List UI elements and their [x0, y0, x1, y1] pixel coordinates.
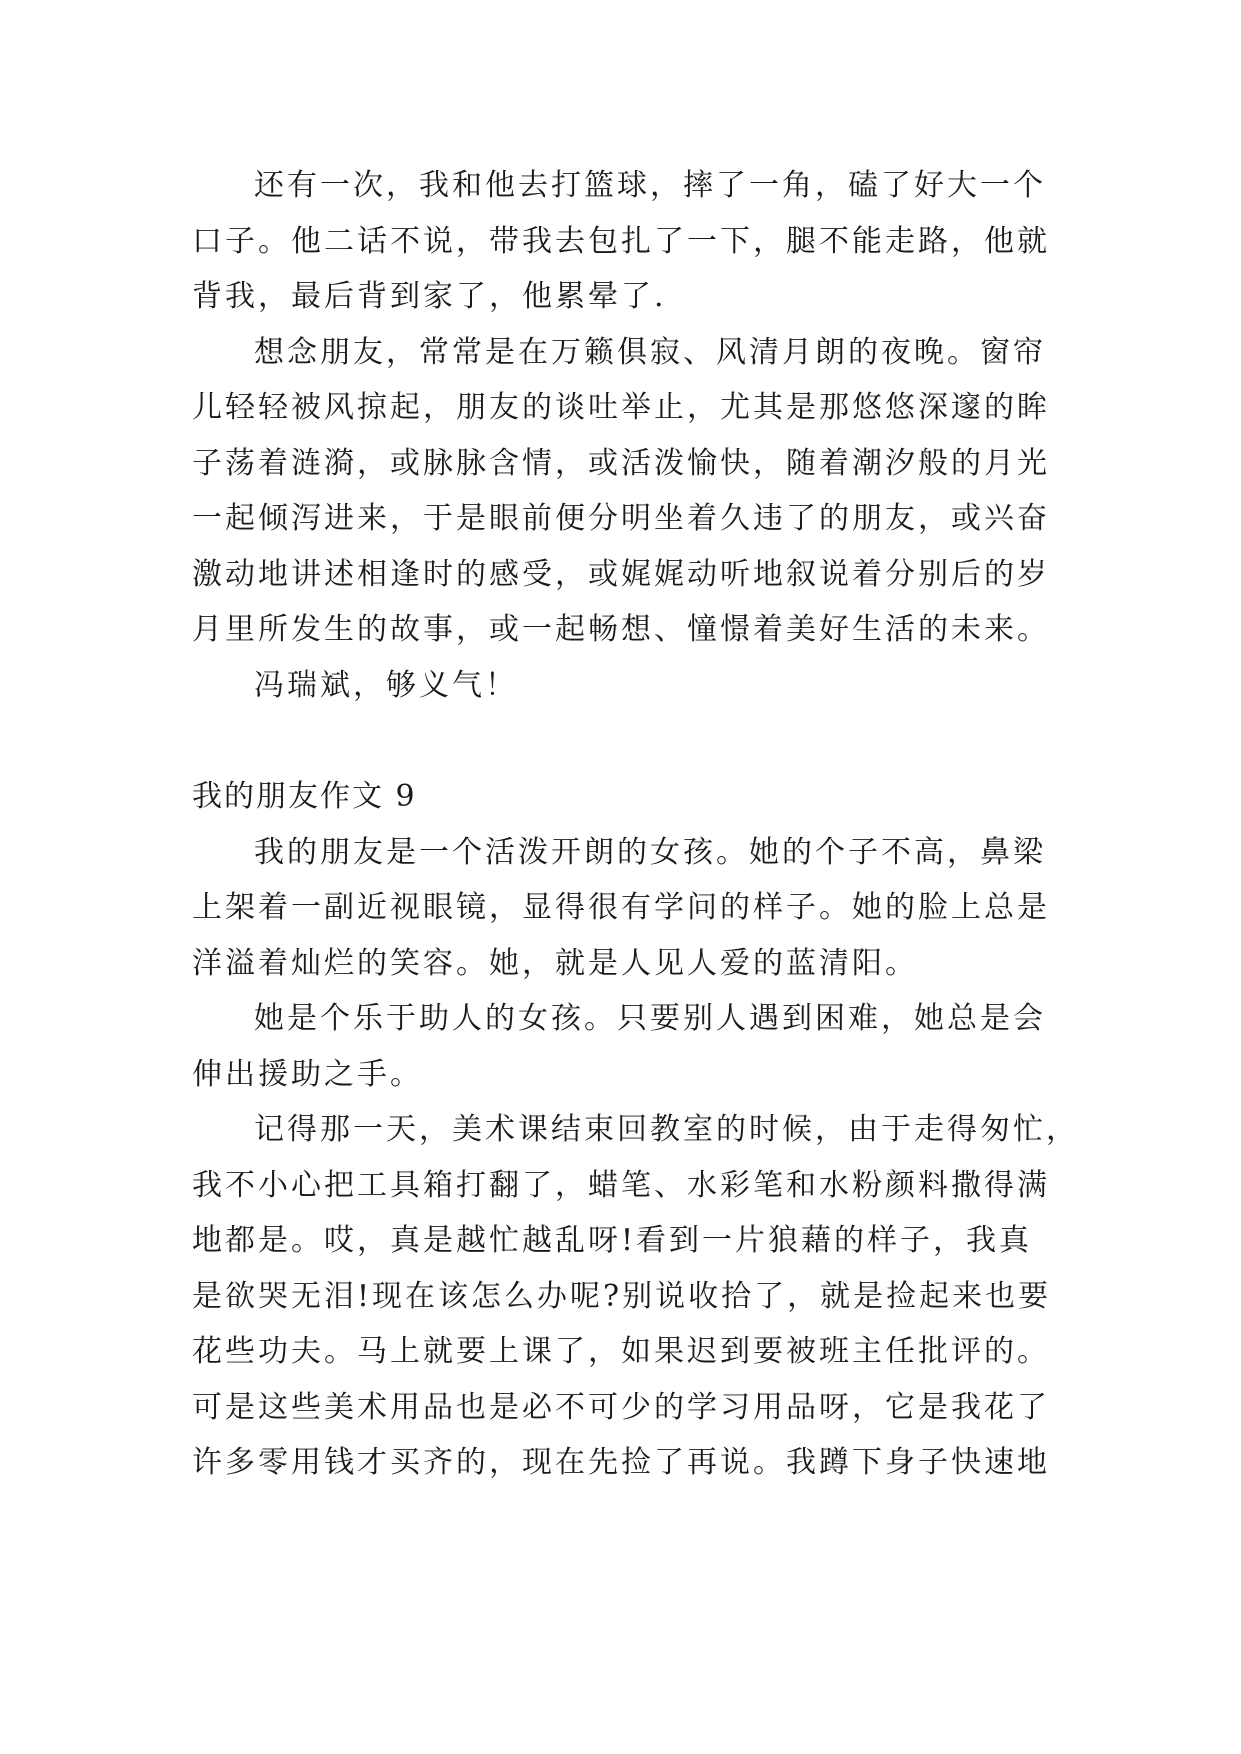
text-line: 许多零用钱才买齐的，现在先捡了再说。我蹲下身子快速地 [192, 1445, 1050, 1480]
text-line: 上架着一副近视眼镜，显得很有学问的样子。她的脸上总是 [192, 890, 1050, 925]
text-line: 可是这些美术用品也是必不可少的学习用品呀，它是我花了 [192, 1390, 1050, 1425]
text-line: 子荡着涟漪，或脉脉含情，或活泼愉快，随着潮汐般的月光 [192, 446, 1050, 481]
text-line: 想念朋友，常常是在万籁俱寂、风清月朗的夜晚。窗帘 [254, 335, 1046, 370]
text-line: 儿轻轻被风掠起，朋友的谈吐举止，尤其是那悠悠深邃的眸 [192, 390, 1050, 425]
text-line: 口子。他二话不说，带我去包扎了一下，腿不能走路，他就 [192, 224, 1050, 259]
text-line: 我不小心把工具箱打翻了，蜡笔、水彩笔和水粉颜料撒得满 [192, 1168, 1050, 1203]
text-line: 我的朋友是一个活泼开朗的女孩。她的个子不高，鼻梁 [254, 835, 1046, 870]
section-heading: 我的朋友作文 9 [192, 779, 417, 814]
text-line: 记得那一天，美术课结束回教室的时候，由于走得匆忙， [254, 1112, 1079, 1147]
text-line: 花些功夫。马上就要上课了，如果迟到要被班主任批评的。 [192, 1334, 1050, 1369]
text-line: 洋溢着灿烂的笑容。她，就是人见人爱的蓝清阳。 [192, 946, 918, 981]
text-line: 背我，最后背到家了，他累晕了. [192, 279, 667, 314]
text-line: 冯瑞斌，够义气！ [254, 668, 518, 703]
text-line: 她是个乐于助人的女孩。只要别人遇到困难，她总是会 [254, 1001, 1046, 1036]
text-line: 是欲哭无泪!现在该怎么办呢?别说收拾了，就是捡起来也要 [192, 1279, 1052, 1314]
text-line: 地都是。哎，真是越忙越乱呀!看到一片狼藉的样子，我真 [192, 1223, 1033, 1258]
text-line: 月里所发生的故事，或一起畅想、憧憬着美好生活的未来。 [192, 612, 1050, 647]
text-line: 一起倾泻进来，于是眼前便分明坐着久违了的朋友，或兴奋 [192, 501, 1050, 536]
text-line: 伸出援助之手。 [192, 1057, 423, 1092]
text-line: 激动地讲述相逢时的感受，或娓娓动听地叙说着分别后的岁 [192, 557, 1050, 592]
text-line: 还有一次，我和他去打篮球，摔了一角，磕了好大一个 [254, 168, 1046, 203]
